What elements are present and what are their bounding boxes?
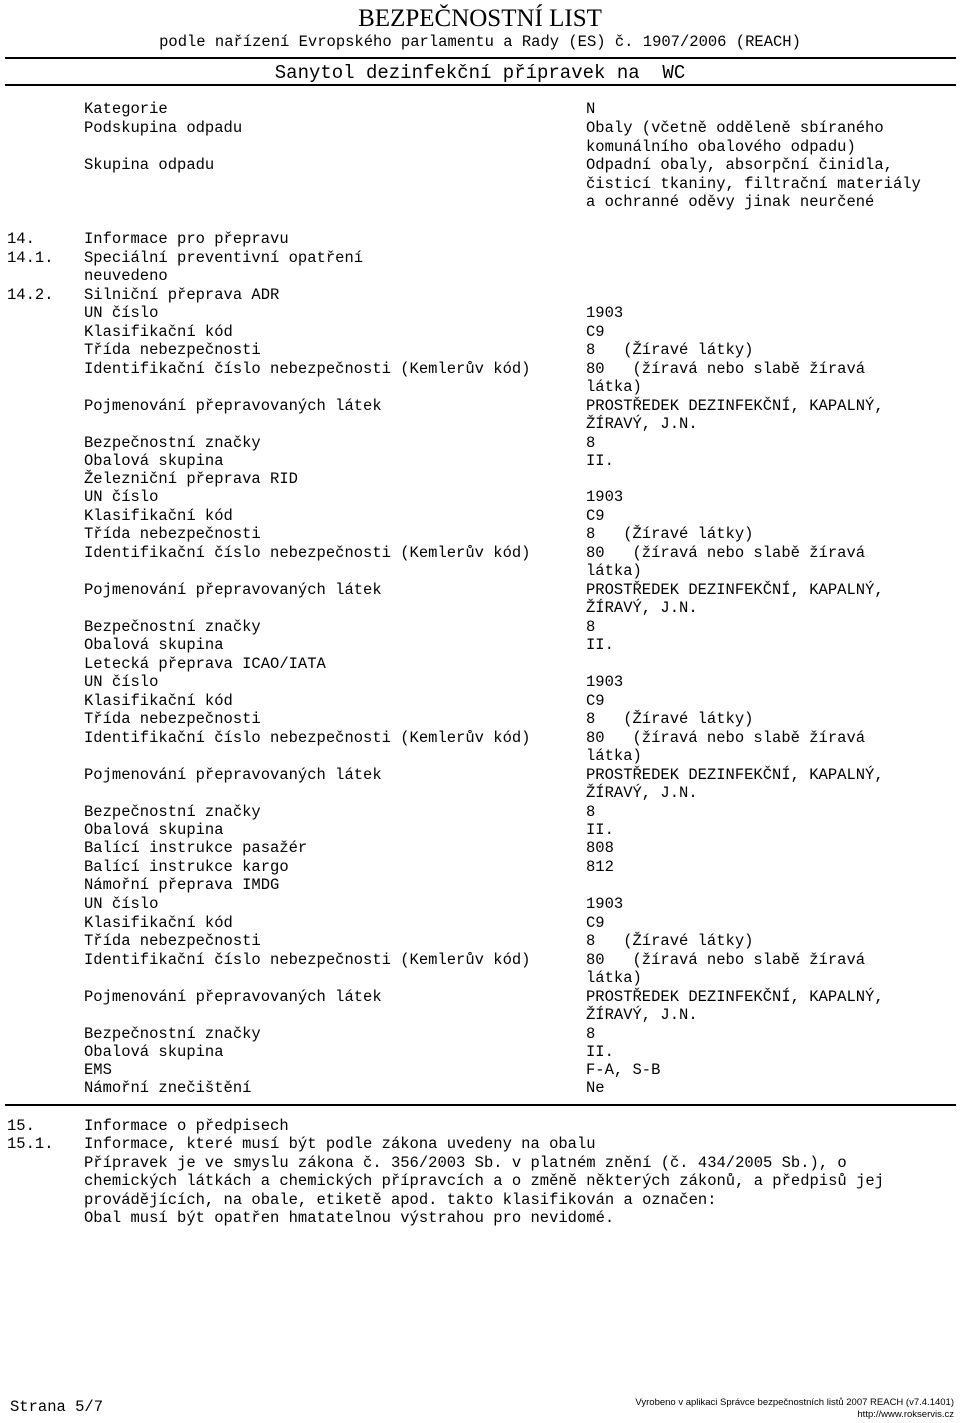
- kemler-code-value: látka): [586, 378, 642, 396]
- packing-group-value: II.: [586, 452, 614, 470]
- shipping-name-value: PROSTŘEDEK DEZINFEKČNÍ, KAPALNÝ,: [586, 396, 884, 415]
- packing-group-value: II.: [586, 1043, 614, 1061]
- kemler-code-value: 80 (žíravá nebo slabě žíravá: [586, 359, 866, 378]
- section-title: Informace pro přepravu: [84, 230, 289, 248]
- un-number-value: 1903: [586, 895, 624, 913]
- waste-subgroup-value: Obaly (včetně odděleně sbíraného: [586, 119, 884, 137]
- classification-code-value: C9: [586, 913, 605, 932]
- packing-group-label: Obalová skupina: [84, 1043, 224, 1061]
- hazard-class-label: Třída nebezpečnosti: [84, 710, 261, 728]
- subsection-text: neuvedeno: [84, 267, 168, 285]
- shipping-name-value: ŽÍRAVÝ, J.N.: [586, 784, 698, 802]
- packing-instr-passenger-value: 808: [586, 839, 614, 857]
- marine-pollutant-label: Námořní znečištění: [84, 1079, 252, 1097]
- shipping-name-label: Pojmenování přepravovaných látek: [84, 396, 382, 415]
- packing-group-label: Obalová skupina: [84, 821, 224, 839]
- classification-code-label: Klasifikační kód: [84, 506, 233, 525]
- transport-mode-title: Letecká přeprava ICAO/IATA: [84, 655, 326, 673]
- packing-instr-cargo-label: Balící instrukce kargo: [84, 858, 289, 876]
- safety-marks-value: 8: [586, 617, 596, 636]
- section-divider: [5, 1104, 956, 1106]
- subsection-number: 14.1.: [7, 249, 54, 267]
- product-name: Sanytol dezinfekční přípravek na WC: [274, 62, 686, 84]
- subsection-number: 15.1.: [7, 1135, 54, 1153]
- transport-mode-title: Železniční přeprava RID: [84, 470, 298, 488]
- safety-marks-value: 8: [586, 433, 596, 452]
- header-divider: [5, 57, 956, 59]
- shipping-name-value: ŽÍRAVÝ, J.N.: [586, 599, 698, 617]
- safety-marks-label: Bezpečnostní značky: [84, 802, 261, 821]
- kemler-code-value: látka): [586, 562, 642, 580]
- packing-group-label: Obalová skupina: [84, 636, 224, 654]
- hazard-class-value: 8 (Žíravé látky): [586, 525, 754, 543]
- safety-marks-label: Bezpečnostní značky: [84, 433, 261, 452]
- shipping-name-value: PROSTŘEDEK DEZINFEKČNÍ, KAPALNÝ,: [586, 987, 884, 1006]
- classification-code-value: C9: [586, 506, 605, 525]
- classification-code-value: C9: [586, 322, 605, 341]
- kemler-code-value: látka): [586, 747, 642, 765]
- header-divider: [5, 84, 956, 86]
- transport-mode-title: Námořní přeprava IMDG: [84, 876, 280, 894]
- section-title: Informace o předpisech: [84, 1117, 289, 1135]
- un-number-label: UN číslo: [84, 895, 159, 913]
- safety-marks-label: Bezpečnostní značky: [84, 617, 261, 636]
- kemler-code-label: Identifikační číslo nebezpečnosti (Kemlerův kód): [84, 950, 531, 969]
- waste-subgroup-label: Podskupina odpadu: [84, 119, 243, 137]
- section-number: 14.: [7, 230, 35, 248]
- kemler-code-value: 80 (žíravá nebo slabě žíravá: [586, 950, 866, 969]
- footer-credit-text: Vyrobeno v aplikaci Správce bezpečnostních listů 2007 REACH (v7.4.1401): [635, 1397, 954, 1408]
- footer-url[interactable]: http://www.rokservis.cz: [857, 1408, 954, 1420]
- shipping-name-label: Pojmenování přepravovaných látek: [84, 765, 382, 784]
- paragraph-line: chemických látkách a chemických přípravcích a o změně některých zákonů, a předpisů jej: [84, 1172, 884, 1190]
- safety-marks-label: Bezpečnostní značky: [84, 1024, 261, 1043]
- un-number-label: UN číslo: [84, 304, 159, 322]
- safety-marks-value: 8: [586, 1024, 596, 1043]
- waste-group-label: Skupina odpadu: [84, 156, 215, 174]
- paragraph-line: Přípravek je ve smyslu zákona č. 356/2003 Sb. v platném znění (č. 434/2005 Sb.), o: [84, 1154, 847, 1172]
- ems-value: F-A, S-B: [586, 1061, 661, 1079]
- packing-group-label: Obalová skupina: [84, 452, 224, 470]
- classification-code-label: Klasifikační kód: [84, 913, 233, 932]
- paragraph-line: provádějících, na obale, etiketě apod. takto klasifikován a označen:: [84, 1191, 717, 1209]
- un-number-value: 1903: [586, 488, 624, 506]
- subsection-title: Informace, které musí být podle zákona uvedeny na obalu: [84, 1135, 596, 1153]
- ems-label: EMS: [84, 1061, 112, 1079]
- safety-marks-value: 8: [586, 802, 596, 821]
- document-title: BEZPEČNOSTNÍ LIST: [358, 5, 602, 32]
- hazard-class-label: Třída nebezpečnosti: [84, 932, 261, 950]
- transport-mode-title: Silniční přeprava ADR: [84, 286, 280, 304]
- packing-instr-cargo-value: 812: [586, 858, 614, 876]
- shipping-name-value: ŽÍRAVÝ, J.N.: [586, 1006, 698, 1024]
- packing-group-value: II.: [586, 636, 614, 654]
- shipping-name-label: Pojmenování přepravovaných látek: [84, 987, 382, 1006]
- kemler-code-label: Identifikační číslo nebezpečnosti (Kemlerův kód): [84, 359, 531, 378]
- un-number-label: UN číslo: [84, 488, 159, 506]
- marine-pollutant-value: Ne: [586, 1079, 605, 1097]
- waste-category-label: Kategorie: [84, 100, 168, 118]
- classification-code-label: Klasifikační kód: [84, 691, 233, 710]
- section-number: 15.: [7, 1117, 35, 1135]
- un-number-label: UN číslo: [84, 673, 159, 691]
- un-number-value: 1903: [586, 304, 624, 322]
- hazard-class-label: Třída nebezpečnosti: [84, 525, 261, 543]
- subsection-title: Speciální preventivní opatření: [84, 249, 364, 267]
- page-number: Strana 5/7: [10, 1398, 104, 1416]
- shipping-name-value: PROSTŘEDEK DEZINFEKČNÍ, KAPALNÝ,: [586, 580, 884, 599]
- subsection-number: 14.2.: [7, 286, 54, 304]
- hazard-class-value: 8 (Žíravé látky): [586, 932, 754, 950]
- shipping-name-label: Pojmenování přepravovaných látek: [84, 580, 382, 599]
- shipping-name-value: ŽÍRAVÝ, J.N.: [586, 415, 698, 433]
- document-subtitle: podle nařízení Evropského parlamentu a Rady (ES) č. 1907/2006 (REACH): [159, 33, 801, 51]
- classification-code-value: C9: [586, 691, 605, 710]
- paragraph-line: Obal musí být opatřen hmatatelnou výstrahou pro nevidomé.: [84, 1209, 615, 1227]
- waste-subgroup-value: komunálního obalového odpadu): [586, 138, 856, 156]
- footer-credit: [534, 1397, 954, 1420]
- waste-group-value: čisticí tkaniny, filtrační materiály: [586, 175, 921, 193]
- kemler-code-value: 80 (žíravá nebo slabě žíravá: [586, 543, 866, 562]
- waste-category-value: N: [586, 100, 596, 118]
- classification-code-label: Klasifikační kód: [84, 322, 233, 341]
- hazard-class-value: 8 (Žíravé látky): [586, 341, 754, 359]
- packing-group-value: II.: [586, 821, 614, 839]
- packing-instr-passenger-label: Balící instrukce pasažér: [84, 839, 308, 857]
- kemler-code-label: Identifikační číslo nebezpečnosti (Kemlerův kód): [84, 543, 531, 562]
- kemler-code-value: 80 (žíravá nebo slabě žíravá: [586, 728, 866, 747]
- kemler-code-value: látka): [586, 969, 642, 987]
- hazard-class-value: 8 (Žíravé látky): [586, 710, 754, 728]
- un-number-value: 1903: [586, 673, 624, 691]
- shipping-name-value: PROSTŘEDEK DEZINFEKČNÍ, KAPALNÝ,: [586, 765, 884, 784]
- kemler-code-label: Identifikační číslo nebezpečnosti (Kemlerův kód): [84, 728, 531, 747]
- waste-group-value: a ochranné oděvy jinak neurčené: [586, 193, 875, 211]
- hazard-class-label: Třída nebezpečnosti: [84, 341, 261, 359]
- waste-group-value: Odpadní obaly, absorpční činidla,: [586, 156, 893, 174]
